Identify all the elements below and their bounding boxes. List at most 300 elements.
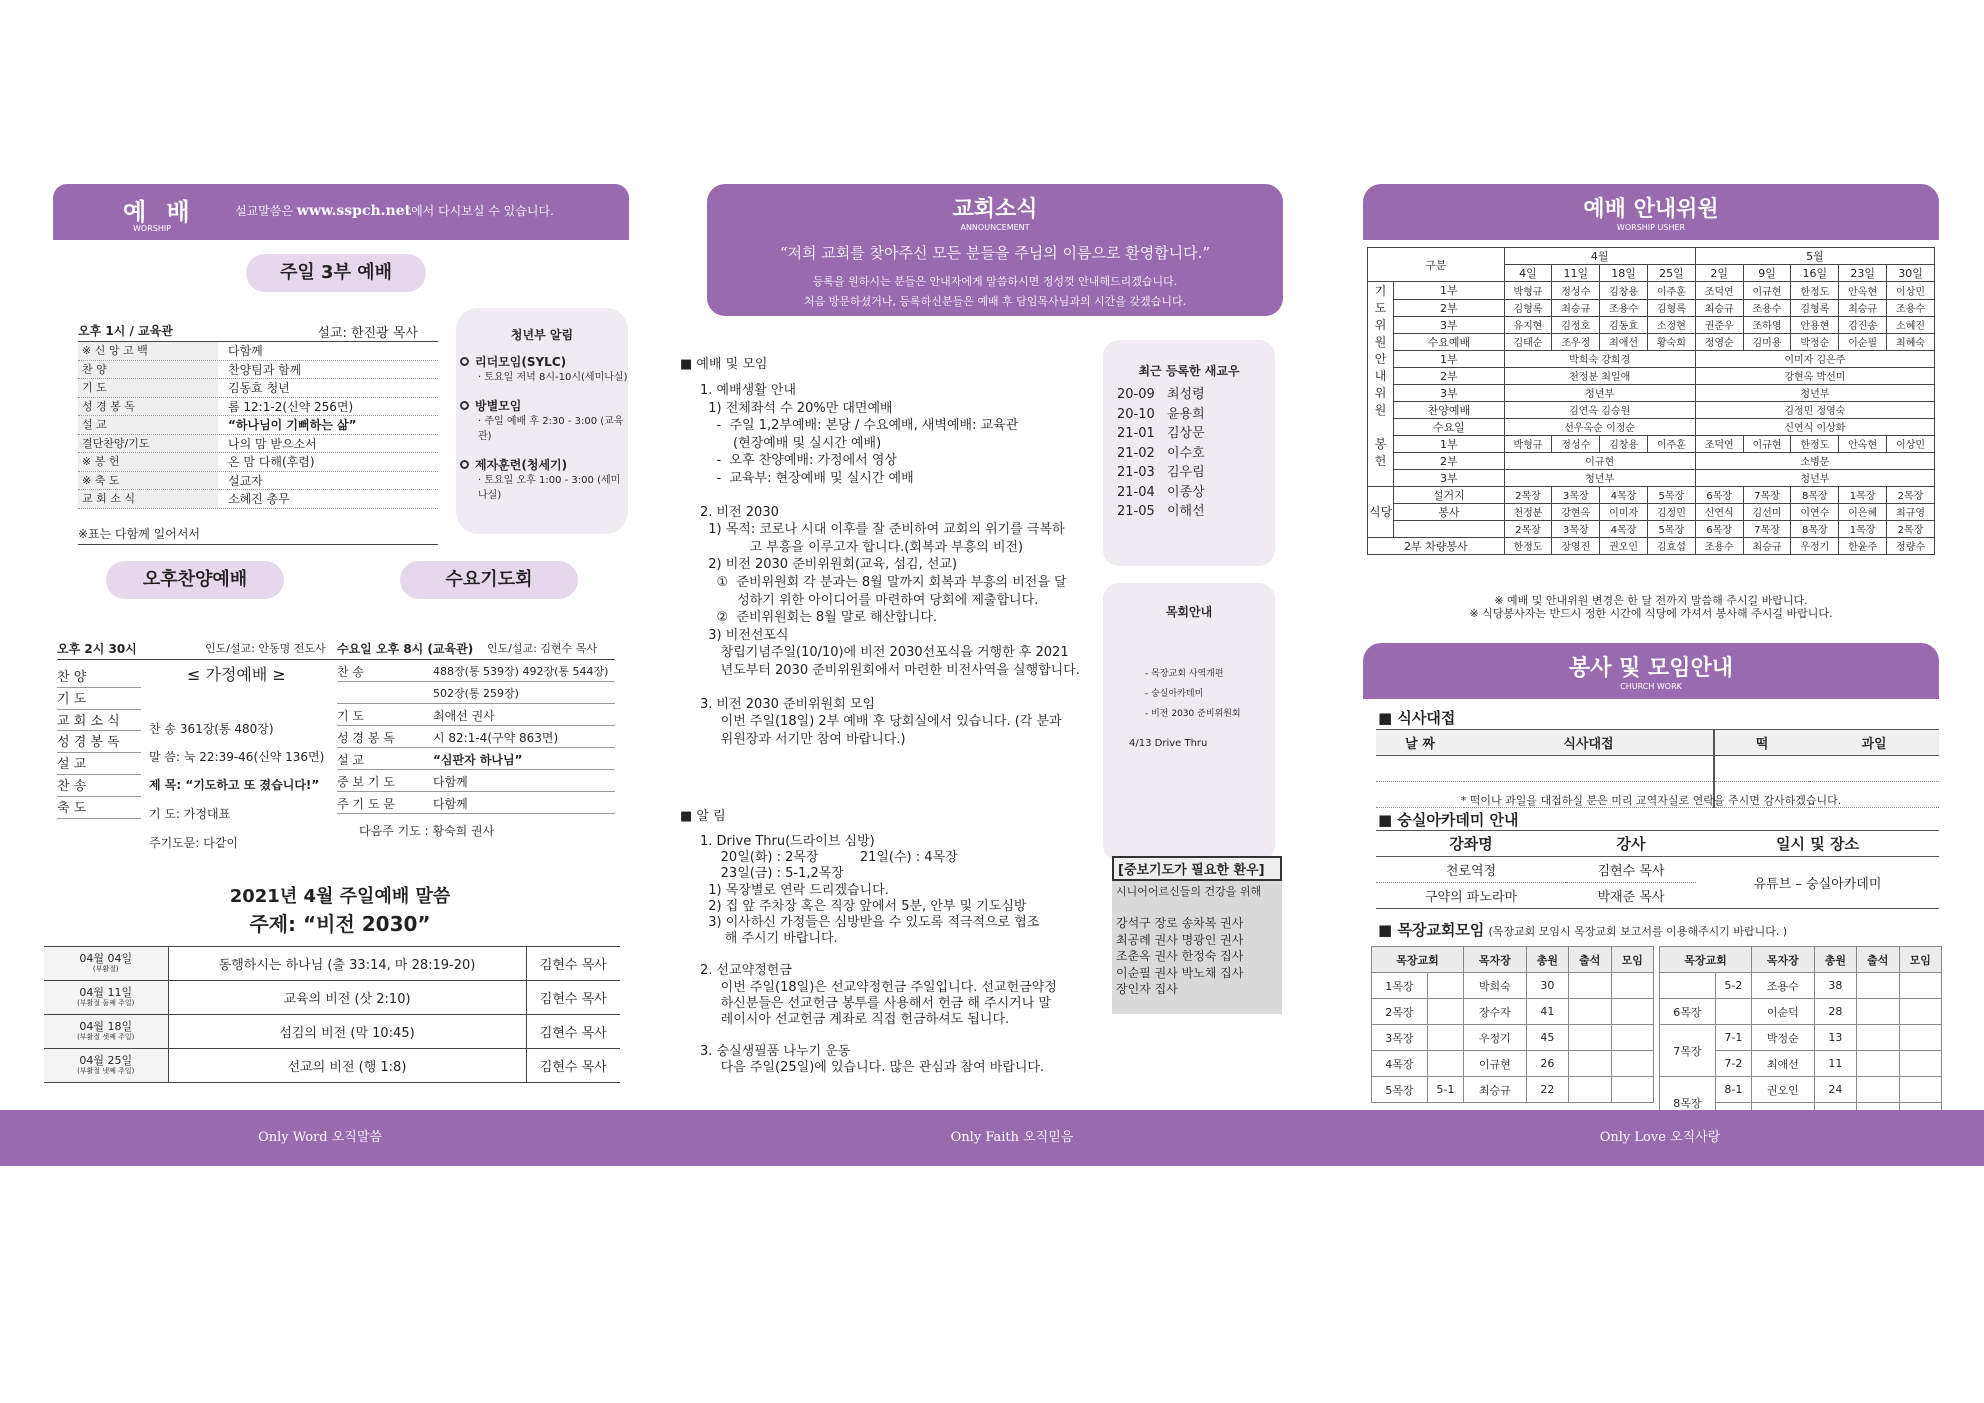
wednesday-row: [337, 748, 615, 770]
wednesday-next-prayer: 다음주 기도 : 황숙희 권사: [359, 824, 495, 838]
newcomer-item: [1117, 502, 1275, 522]
youth-notice-item-name: 방별모임: [475, 399, 522, 413]
cell-col-header: 목장교회: [1660, 947, 1752, 973]
usher-row-label: 2부: [1394, 367, 1504, 384]
usher-cell: 이주훈: [1647, 282, 1695, 300]
usher-group-char: [1368, 418, 1394, 435]
news-line: 2) 집 앞 주차장 혹은 직장 앞에서 5분, 안부 및 기도심방: [700, 898, 1027, 914]
news-line: 하신분들은 선교헌금 봉투를 사용해서 헌금 해 주시거나 말: [700, 995, 1051, 1011]
afternoon-row-label: 찬 양: [57, 666, 141, 688]
wednesday-row-label: 중 보 기 도: [337, 775, 395, 789]
usher-date: 30일: [1887, 265, 1935, 282]
newcomer-item: [1117, 444, 1275, 464]
usher-cell: 이미자 김은주: [1695, 350, 1934, 367]
usher-title: 예배 안내위원: [1583, 197, 1719, 222]
wednesday-row: [337, 792, 615, 814]
usher-cell: 청년부: [1504, 384, 1695, 401]
service3-row: [78, 361, 438, 380]
service3-row: [78, 379, 438, 398]
usher-cell: 이규현: [1504, 452, 1695, 469]
usher-cell: 소정현: [1647, 316, 1695, 333]
newcomer-name: 윤용희: [1167, 406, 1205, 422]
newcomers-list: [1103, 379, 1275, 522]
usher-note-1: ※ 예배 및 안내위원 변경은 한 달 전까지 말씀해 주시길 바랍니다.: [1494, 594, 1808, 607]
afternoon-subject: 제 목: “기도하고 또 졌습니다!”: [149, 778, 320, 792]
usher-cell: 최규영: [1887, 503, 1935, 520]
usher-month-april: 4월: [1504, 248, 1695, 265]
service3-item-label: 성 경 봉 독: [78, 398, 218, 416]
academy-col-course: 강좌명: [1376, 831, 1566, 857]
wednesday-row-value: 502장(통 259장): [433, 687, 519, 700]
afternoon-row-label: 축 도: [57, 797, 141, 819]
usher-row: [1368, 469, 1935, 486]
usher-cell: 청년부: [1695, 384, 1934, 401]
prayer-name-line: 강석구 장로 송차복 권사: [1116, 916, 1244, 930]
sermon-date-note: (부활절): [92, 964, 119, 973]
usher-cell: 우정기: [1791, 537, 1839, 554]
service3-row: [78, 416, 438, 435]
usher-cell: 신연식: [1695, 503, 1743, 520]
usher-date: 9일: [1743, 265, 1791, 282]
newcomer-name: 김상문: [1167, 426, 1205, 441]
cell-col-header: 목자장: [1463, 947, 1526, 973]
usher-cell: 조우정: [1552, 333, 1600, 350]
usher-row: [1368, 316, 1935, 333]
news-section-notices: ■ 알 림: [680, 809, 726, 824]
usher-row-label: 3부: [1394, 469, 1504, 486]
youth-notice-item-title: [460, 353, 628, 370]
usher-cell: 3목장: [1552, 486, 1600, 503]
worship-site-note: 설교말씀은 www.sspch.net에서 다시보실 수 있습니다.: [235, 203, 554, 219]
academy-col-place: 일시 및 장소: [1696, 831, 1939, 857]
usher-cell: 이상민: [1887, 435, 1935, 452]
service3-item-label: 찬 양: [78, 361, 218, 379]
news-line: 23일(금) : 5-1,2목장: [700, 866, 844, 882]
usher-cell: 안옥현: [1839, 435, 1887, 452]
service3-item-label: ※ 신 앙 고 백: [78, 342, 218, 360]
sermon-row: [44, 1015, 620, 1049]
youth-notice-item: [460, 397, 628, 444]
footer-love: Only Love 오직사랑: [1599, 1130, 1721, 1145]
usher-row-label: 2부: [1394, 452, 1504, 469]
usher-row: [1368, 418, 1935, 435]
sermon-date: [44, 1015, 168, 1049]
usher-cell: 박형규: [1504, 435, 1552, 452]
sermon-date-note: (부활절 둘째 주일): [77, 998, 135, 1007]
service3-row: [78, 342, 438, 361]
news-line: 2. 선교약정헌금: [700, 963, 792, 979]
usher-group-char: 헌: [1368, 452, 1394, 469]
sermon-preacher: 김현수 목사: [539, 1060, 607, 1075]
sermon-row: [44, 1049, 620, 1083]
usher-row: [1368, 350, 1935, 367]
news-line: 이번 주일(18일) 2부 예배 후 당회실에서 있습니다. (각 분과: [700, 714, 1062, 730]
usher-row: [1368, 435, 1935, 452]
news-register-note-2: 처음 방문하셨거나, 등록하신분들은 예배 후 담임목사님과의 시간을 갖겠습니다.: [803, 295, 1187, 308]
usher-cell: 2목장: [1504, 520, 1552, 537]
meal-title: ■ 식사대접: [1378, 709, 1456, 727]
cell-table-left: 목장교회 목자장 총원 출석 모임 1목장 박희숙 30 2목장 장수자 41 3목장 우정기 45 4목장 이규현 26 5목장 5-1 최승규 22: [1371, 946, 1654, 1103]
usher-group-char: 봉: [1368, 435, 1394, 452]
sermon-date-note: (부활절 셋째 주일): [77, 1032, 135, 1041]
usher-date: 4일: [1504, 265, 1552, 282]
service3-item-label: 기 도: [78, 379, 218, 397]
wednesday-row: [337, 770, 615, 792]
cell-col-header: 출석: [1857, 947, 1899, 973]
newcomer-id: 21-03: [1117, 465, 1155, 480]
wednesday-row: [337, 660, 615, 682]
usher-cell: 강현옥: [1552, 503, 1600, 520]
usher-cell: 김정민 정영숙: [1695, 401, 1934, 418]
pastoral-list: [1103, 620, 1275, 724]
usher-row-label: 3부: [1394, 384, 1504, 401]
usher-cell: 5목장: [1647, 520, 1695, 537]
usher-cell: 김미용: [1743, 333, 1791, 350]
academy-course-2: 구약의 파노라마: [1376, 883, 1566, 909]
service3-item-label: ※ 봉 헌: [78, 453, 218, 471]
news-worship-body: [700, 382, 1080, 748]
news-line: [700, 680, 1080, 696]
footer-word: Only Word 오직말씀: [258, 1130, 382, 1145]
service3-order: [78, 322, 438, 545]
usher-group-char: 식당: [1368, 486, 1394, 537]
sermon-preacher: 김현수 목사: [539, 958, 607, 973]
target-icon: [460, 401, 469, 410]
usher-cell: 이연수: [1791, 503, 1839, 520]
news-line: 다음 주일(25일)에 있습니다. 많은 관심과 참여 바랍니다.: [700, 1060, 1045, 1076]
afternoon-time: 오후 2시 30시: [57, 642, 137, 656]
youth-notice-item-detail: · 주일 예배 후 2:30 - 3:00 (교육관): [478, 416, 624, 442]
usher-cell: 김창용: [1600, 435, 1648, 452]
usher-row: [1368, 486, 1935, 503]
pastoral-item: - 목장교회 사역개편: [1145, 669, 1224, 679]
usher-group-char: 안: [1368, 350, 1394, 367]
afternoon-row-label: 교 회 소 식: [57, 710, 141, 732]
usher-header: [1363, 184, 1939, 240]
usher-cell: 김형록: [1504, 299, 1552, 316]
usher-row-label: 수요일: [1394, 418, 1504, 435]
usher-cell: 조덕연: [1695, 435, 1743, 452]
youth-notice-item-detail: · 토요일 오후 1:00 - 3:00 (세미나실): [478, 475, 621, 501]
afternoon-scripture: 말 씀: 눅 22:39-46(신약 136면): [149, 750, 325, 764]
newcomer-name: 이해선: [1167, 504, 1205, 519]
usher-cell: 6목장: [1695, 520, 1743, 537]
youth-notice: [456, 308, 628, 534]
usher-row-label: 2부 차량봉사: [1368, 537, 1505, 554]
usher-table: [1367, 247, 1935, 555]
usher-cell: 김연옥 김승원: [1504, 401, 1695, 418]
usher-cell: 정성수: [1552, 282, 1600, 300]
news-line: 3. 비전 2030 준비위원회 모임: [700, 696, 876, 712]
usher-cell: 최애선: [1600, 333, 1648, 350]
wednesday-row-label: 설 교: [337, 753, 364, 767]
afternoon-song: 찬 송 361장(통 480장): [149, 722, 274, 736]
usher-row: [1368, 520, 1935, 537]
newcomer-id: 21-02: [1117, 445, 1155, 461]
cell-title-note: (목장교회 모임시 목장교회 보고서를 이용해주시기 바랍니다. ): [1488, 925, 1788, 938]
family-worship-label: ≤ 가정예배 ≥: [187, 665, 286, 684]
youth-notice-item-detail: · 토요일 저녁 8시-10시(세미나실): [478, 372, 628, 383]
service3-item-value: 설교자: [228, 473, 263, 488]
service3-time: 오후 1시 / 교육관: [78, 324, 173, 338]
usher-row-label: 1부: [1394, 282, 1504, 300]
usher-cell: 조용수: [1743, 299, 1791, 316]
newcomers-panel: [1103, 340, 1275, 566]
usher-row-label: 1부: [1394, 435, 1504, 452]
usher-month-row: [1368, 248, 1935, 265]
afternoon-row-label: 설 교: [57, 753, 141, 775]
newcomer-item: [1117, 424, 1275, 444]
sermon-preacher: 김현수 목사: [539, 1026, 607, 1041]
usher-cell: 최승규: [1743, 537, 1791, 554]
news-line: 성하기 위한 아이디어를 마련하여 당회에 제출합니다.: [700, 592, 1039, 608]
usher-cell: 이순필: [1839, 333, 1887, 350]
news-notices-body: [700, 834, 1057, 1077]
usher-cell: 2목장: [1504, 486, 1552, 503]
usher-row-label: 수요예배: [1394, 333, 1504, 350]
youth-notice-items: [456, 343, 628, 503]
afternoon-order: [57, 640, 337, 854]
usher-cell: 황숙희: [1647, 333, 1695, 350]
usher-row-label: 봉사: [1394, 503, 1504, 520]
newcomer-name: 이종상: [1167, 484, 1205, 500]
wednesday-row-value: 다함께: [433, 775, 468, 789]
sermon-date-note: (부활절 넷째 주일): [77, 1066, 135, 1075]
newcomer-id: 21-05: [1117, 504, 1155, 519]
newcomer-id: 20-09: [1117, 387, 1155, 402]
wednesday-row: [337, 682, 615, 704]
afternoon-row-label: 찬 송: [57, 775, 141, 797]
wednesday-row-label: 찬 송: [337, 665, 364, 679]
youth-notice-title: 청년부 알림: [510, 328, 574, 342]
service3-item-label: 교 회 소 식: [78, 490, 218, 508]
afternoon-lords-prayer: 주기도문: 다같이: [149, 836, 239, 850]
target-icon: [460, 357, 469, 366]
usher-group-char: [1368, 469, 1394, 486]
sermon-date-text: 04월 04일: [79, 951, 133, 965]
news-line: 위원장과 서기만 참여 바랍니다.): [700, 731, 906, 747]
usher-cell: 천정분: [1504, 503, 1552, 520]
sermon-date: [44, 947, 168, 981]
afternoon-pill: 오후찬양예배: [106, 561, 284, 599]
academy-lecturer-2: 박재준 목사: [1566, 883, 1696, 909]
prayer-panel: [1112, 856, 1282, 1014]
usher-cell: 김형록: [1791, 299, 1839, 316]
usher-row: [1368, 299, 1935, 316]
wednesday-rows: [337, 660, 615, 814]
afternoon-leader: 인도/설교: 안동명 전도사: [205, 642, 326, 655]
usher-cell: 6목장: [1695, 486, 1743, 503]
meal-col-date: 날 짜: [1376, 730, 1464, 756]
usher-group-char: 원: [1368, 401, 1394, 418]
pastoral-item: - 비전 2030 준비위원회: [1145, 709, 1241, 719]
usher-cell: 김진송: [1839, 316, 1887, 333]
pastoral-item: - 숭실아카데미: [1145, 689, 1204, 699]
cell-col-header: 출석: [1569, 947, 1611, 973]
cell-col-header: 목장교회: [1372, 947, 1464, 973]
usher-date: 2일: [1695, 265, 1743, 282]
sermon-title: 교육의 비전 (삿 2:10): [168, 981, 526, 1015]
news-section-worship: ■ 예배 및 모임: [680, 357, 768, 372]
afternoon-row-label: 기 도: [57, 688, 141, 710]
wednesday-row: [337, 704, 615, 726]
usher-cell: 4목장: [1600, 486, 1648, 503]
service3-item-value: “하나님이 기뻐하는 삶”: [228, 418, 357, 432]
service3-row: [78, 435, 438, 454]
usher-cell: 이상민: [1887, 282, 1935, 300]
usher-cell: 김창용: [1600, 282, 1648, 300]
usher-cell: 김선미: [1743, 503, 1791, 520]
newcomer-id: 20-10: [1117, 406, 1155, 422]
news-line: 년도부터 2030 준비위원회에서 마련한 비전사역을 실행합니다.: [700, 662, 1080, 678]
usher-cell: 박형규: [1504, 282, 1552, 300]
news-line: 2) 비전 2030 준비위원회(교육, 섬김, 선교): [700, 557, 958, 573]
usher-cell: 유지현: [1504, 316, 1552, 333]
news-header: [707, 184, 1283, 316]
wednesday-row: [337, 726, 615, 748]
service3-item-value: 온 맘 다해(후렴): [228, 455, 315, 469]
wednesday-row-label: 주 기 도 문: [337, 797, 395, 811]
sermon-date: [44, 1049, 168, 1083]
news-line: ① 준비위원회 각 분과는 8월 말까지 회복과 부흥의 비전을 달: [700, 574, 1067, 590]
sermon-date-text: 04월 11일: [79, 985, 133, 999]
usher-group-char: 내: [1368, 367, 1394, 384]
service3-item-label: 결단찬양/기도: [78, 435, 218, 453]
youth-notice-item-name: 리더모임(SYLC): [475, 355, 567, 369]
usher-group-char: 도: [1368, 299, 1394, 316]
usher-row-label: 설거지: [1394, 486, 1504, 503]
prayer-subtitle: 시니어어르신들의 건강을 위해: [1116, 885, 1262, 898]
usher-row: [1368, 401, 1935, 418]
newcomer-id: 21-01: [1117, 426, 1155, 441]
usher-cell: 한정도: [1791, 282, 1839, 300]
news-welcome: “저희 교회를 찾아주신 모든 분들을 주님의 이름으로 환영합니다.”: [779, 244, 1211, 262]
usher-cell: 선우옥순 이정순: [1504, 418, 1695, 435]
service3-item-value: 나의 맘 받으소서: [228, 436, 317, 451]
academy-lecturer-1: 김현수 목사: [1566, 857, 1696, 883]
usher-row: [1368, 333, 1935, 350]
academy-place: 유튜브 – 숭실아카데미: [1696, 857, 1939, 909]
service3-item-value: 롬 12:1-2(신약 256면): [228, 399, 354, 414]
news-line: 창립기념주일(10/10)에 비전 2030선포식을 거행한 후 2021: [700, 645, 1069, 661]
youth-notice-item: [460, 456, 628, 503]
usher-group-char: 기: [1368, 282, 1394, 300]
usher-cell: 박희숙 강희경: [1504, 350, 1695, 367]
usher-cell: 1목장: [1839, 520, 1887, 537]
usher-group-char: 위: [1368, 384, 1394, 401]
news-line: 1) 전체좌석 수 20%만 대면예배: [700, 400, 893, 416]
usher-date: 11일: [1552, 265, 1600, 282]
usher-cell: 이미자: [1600, 503, 1648, 520]
usher-row-label: 1부: [1394, 350, 1504, 367]
usher-row: [1368, 367, 1935, 384]
usher-cell: 정성수: [1552, 435, 1600, 452]
usher-row: [1368, 537, 1935, 554]
usher-row: [1368, 282, 1935, 300]
sermon-series-title: 2021년 4월 주일예배 말씀: [229, 886, 451, 907]
usher-cell: 김효섭: [1647, 537, 1695, 554]
news-line: [700, 1028, 1057, 1044]
usher-cell: 8목장: [1791, 486, 1839, 503]
service3-item-label: 설 교: [78, 416, 218, 434]
newcomer-name: 최성령: [1167, 387, 1205, 402]
news-register-note-1: 등록을 원하시는 분들은 안내자에게 말씀하시면 정성껏 안내해드리겠습니다.: [812, 275, 1178, 288]
usher-row: [1368, 503, 1935, 520]
usher-cell: 강현옥 박선미: [1695, 367, 1934, 384]
usher-cell: 이규현: [1743, 282, 1791, 300]
cell-col-header: 총원: [1814, 947, 1856, 973]
usher-cell: 김정민: [1647, 503, 1695, 520]
usher-cell: 권오인: [1600, 537, 1648, 554]
usher-cell: 2목장: [1887, 520, 1935, 537]
usher-cell: 천정분 최일애: [1504, 367, 1695, 384]
news-line: 1. Drive Thru(드라이브 심방): [700, 834, 875, 849]
usher-cell: 조하영: [1743, 316, 1791, 333]
news-line: 1) 목장별로 연락 드리겠습니다.: [700, 882, 889, 898]
sermon-title: 선교의 비전 (행 1:8): [168, 1049, 526, 1083]
news-line: 3) 이사하신 가정들은 심방받을 수 있도록 적극적으로 협조: [700, 915, 1040, 931]
sermon-date-text: 04월 25일: [79, 1053, 133, 1067]
worship-title: 예 배: [123, 197, 196, 226]
news-line: 고 부흥을 이루고자 합니다.(회복과 부흥의 비전): [700, 539, 1024, 555]
news-line: 2. 비전 2030: [700, 504, 779, 520]
newcomer-name: 김우림: [1167, 465, 1205, 480]
meal-col-fruit: 과일: [1809, 730, 1939, 756]
usher-gubun: 구분: [1368, 248, 1505, 282]
usher-cell: 7목장: [1743, 520, 1791, 537]
cell-col-header: 모임: [1611, 947, 1654, 973]
sermon-date: [44, 981, 168, 1015]
service3-preacher: 설교: 한진광 목사: [317, 326, 418, 341]
usher-row: [1368, 452, 1935, 469]
service3-item-value: 찬양팀과 함께: [228, 362, 302, 377]
prayer-name-line: 장인자 집사: [1116, 982, 1178, 996]
usher-cell: 안용현: [1791, 316, 1839, 333]
usher-cell: 8목장: [1791, 520, 1839, 537]
usher-cell: 김정호: [1552, 316, 1600, 333]
usher-cell: 3목장: [1552, 520, 1600, 537]
usher-cell: 7목장: [1743, 486, 1791, 503]
afternoon-prayer: 기 도: 가정대표: [149, 807, 231, 821]
footer-bar: [0, 1110, 1984, 1166]
wednesday-row-value: 최애선 권사: [433, 709, 495, 723]
usher-group-char: 원: [1368, 333, 1394, 350]
wednesday-time: 수요일 오후 8시 (교육관): [337, 642, 474, 656]
service3-pill: 주일 3부 예배: [246, 254, 426, 292]
wednesday-row-value: 488장(통 539장) 492장(통 544장): [433, 665, 609, 678]
usher-month-may: 5월: [1695, 248, 1934, 265]
meal-col-host: 식사대접: [1464, 730, 1714, 756]
news-line: - 오후 찬양예배: 가정에서 영상: [700, 453, 897, 469]
usher-cell: 조덕연: [1695, 282, 1743, 300]
site-link[interactable]: www.sspch.net: [296, 203, 412, 219]
youth-notice-item-name: 제자훈련(청세기): [475, 458, 568, 472]
usher-cell: 장영진: [1552, 537, 1600, 554]
usher-cell: 소병문: [1695, 452, 1934, 469]
pastoral-panel: [1103, 583, 1275, 861]
meal-note: * 떡이나 과일을 대접하실 분은 미리 교역자실로 연락을 주시면 감사하겠습니다.: [1460, 794, 1842, 807]
news-line: 3) 비전선포식: [700, 627, 789, 643]
news-line: 이번 주일(18일)은 선교약정헌금 주일입니다. 선교헌금약정: [700, 979, 1057, 995]
usher-date: 18일: [1600, 265, 1648, 282]
sermon-row: [44, 981, 620, 1015]
sermon-title: 섬김의 비전 (막 10:45): [168, 1015, 526, 1049]
usher-cell: 청년부: [1695, 469, 1934, 486]
sermon-table: [44, 946, 620, 1083]
target-icon: [460, 460, 469, 469]
service3-item-value: 소혜진 총무: [228, 492, 290, 506]
usher-cell: 안옥현: [1839, 282, 1887, 300]
